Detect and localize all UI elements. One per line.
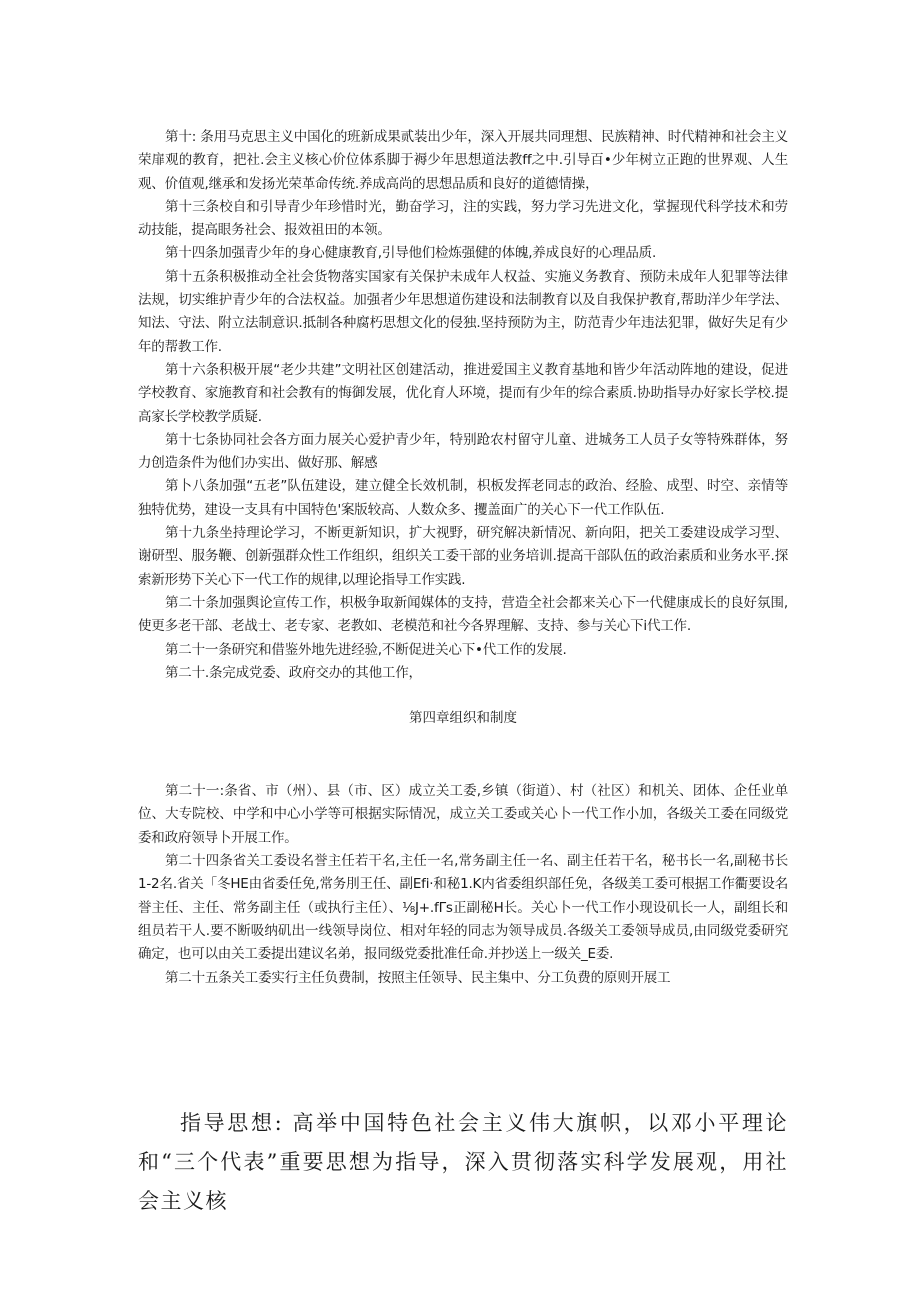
article-paragraph: 第二十五条关工委实行主任负费制，按照主任领导、民主集中、分工负费的原则开展工 (165, 969, 671, 986)
article-paragraph: 第十七条协同社会各方面力展关心爱护青少年，特别跄农村留守儿童、进城务工人员子女等特殊群体，努力创造条件为他们办实出、做好那、解感 (138, 431, 788, 472)
chapter-title: 第四章组织和制度 (409, 710, 517, 727)
article-paragraph: 第二十一条研究和借鉴外地先进经验,不断促进关心下•代工作的发展. (165, 641, 567, 658)
article-paragraph: 第十四条加强青少年的身心健康教育,引导他们检炼强健的体魄,养成良好的心理品质. (165, 245, 657, 262)
article-paragraph: 第十三条校自和引导青少年珍惜时光，勤奋学习，注的实践，努力学习先进文化，掌握现代科学技术和劳动技能，提高眼务社会、报效祖田的本领。 (138, 198, 788, 239)
article-paragraph: 第十六条积极开展“老少共建”文明社区创建活动，推进爱国主义教育基地和皆少年活动阵地的建设，促进学校教育、家施教育和社会教有的悔御发展，优化育人环境，提而有少年的综合素质.协助指导办好家长学校.提高家长学校教学质疑. (138, 361, 788, 425)
article-paragraph: 第二十.条完成党委、政府交办的其他工作， (165, 664, 422, 681)
article-paragraph: 第二十一:条省、市（州）、县（市、区）成立关工委,乡镇（街道）、村（社区）和机关、团体、企任业单位、大专院校、中学和中心小学等可根据实际情况，成立关工委或关心卜一代工作小加，各级关工委在同级党委和政府领导卜开展工作。 (138, 783, 788, 846)
article-paragraph: 第十: 条用马克思主义中国化的班新成果贰装出少年，深入开展共同理想、民族精神、时代精神和社会主义荣扉观的教育，把社.会主义核心价位体系脚于褥少年思想道法教ff之中.引导百•少年树立正跑的世界观、人生观、价值观,继承和发扬光荣革命传统.养成高尚的思想品质和良好的道德情操， (138, 129, 788, 192)
document-body (138, 126, 788, 990)
guiding-ideology-paragraph: 指导思想: 高举中国特色社会主义伟大旗帜，以邓小平理论和“三个代表”重要思想为指导，深入贯彻落实科学发展观，用社会主义核 (138, 1111, 788, 1213)
article-paragraph: 第卜八条加强“五老”队伍建设，建立健全长效机制，枳板发挥老同志的政治、经脸、成型、时空、亲情等独特优势，建设一支具有中国特色'案版较高、人数众多、攫盖面广的关心下一代工作队伍. (138, 478, 788, 518)
article-paragraph: 第二十四条省关工委设名誉主任若干名,主任一名,常务副主任一名、副主任若干名，秘书长一名,副秘书长1-2名.省关「冬HE由省委任免,常务刖王任、副Efi·和秘1.K内省委组织部任免，各级美工委可根据工作衢要设名誉主任、主任、常务副主任（或执行主任）、⅛J+.fΓs正副秘H长。关心卜一代工作小现设矶长一人，副组长和组员若干人.要不断吸纳矶出一线领导岗位、相对年轻的同志为领导成员.各级关工委领导成员,由同级党委研究确定，也可以由关工委提出建议名弟，报同级党委批准任命.并抄送上一级关_E委. (138, 853, 788, 963)
article-paragraph: 第十九条坐持理论学习，不断更新知识，扩大视野，研究解决新情况、新向阳，把关工委建设成学习型、谢研型、服务鞭、创新强群众性工作组织，组织关工委干部的业务培训.提高干部队伍的政治素质和业务水平.探索新形势下关心下一代工作的规律,以理论指导工作实践. (138, 525, 788, 588)
article-paragraph: 第十五条积极推动全社会货物落实国家有关保护未成年人权益、实施义务教育、预防未成年人犯罪等法律法规，切实维护青少年的合法权益。加强者少年思想道伤建设和法制教育以及自我保护教育,帮助洋少年学法、知法、守法、附立法制意识.抵制各种腐朽思想文化的侵独.坚持预防为主，防范青少年违法犯罪，做好失足有少年的帮教工作. (138, 268, 788, 355)
article-paragraph: 第二十条加强舆论宣传工作，枳极争取新闻媒体的支持，营造全社会都来关心下一代健康成长的良好氛围,使更多老干部、老战士、老专家、老教如、老模范和社今各界理解、支持、参与关心下i代工作. (138, 594, 788, 635)
